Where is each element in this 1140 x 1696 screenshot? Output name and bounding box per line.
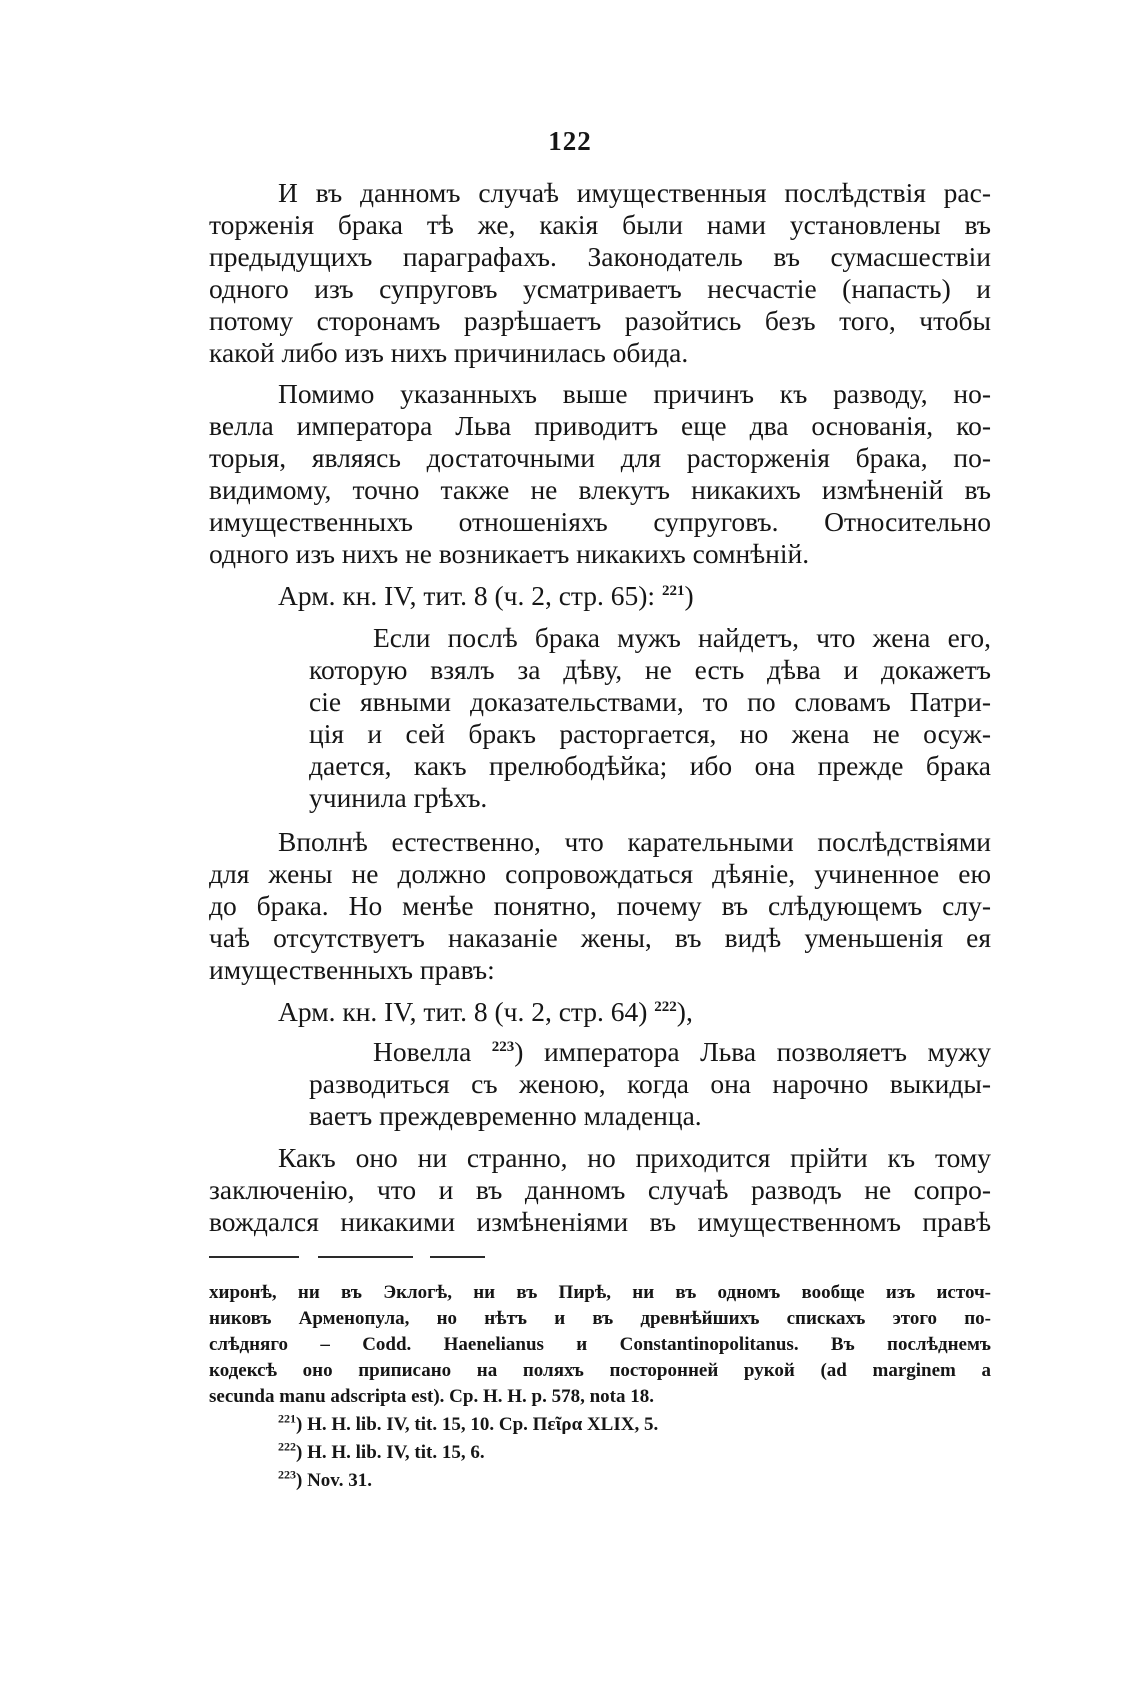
text-line: потому сторонамъ разрѣшаетъ разойтись безъ того, чтобы: [209, 305, 991, 336]
quote-line: ція и сей бракъ расторгается, но жена не осуж-: [309, 718, 991, 749]
footnote-rule: [318, 1256, 413, 1258]
quote-line: Новелла $^{223}$) императора Льва позволяетъ мужу: [373, 1036, 991, 1067]
quote-line: Если послѣ брака мужъ найдетъ, что жена его,: [373, 622, 991, 653]
footnote-223: $^{223}$) Nov. 31.: [278, 1467, 372, 1491]
text-line: Какъ оно ни странно, но приходится прійти къ тому: [278, 1142, 991, 1173]
text-line: видимому, точно также не влекутъ никакихъ измѣненій въ: [209, 474, 991, 505]
text-line: И въ данномъ случаѣ имущественныя послѣдствія рас-: [278, 177, 991, 208]
text-line: чаѣ отсутствуетъ наказаніе жены, въ видѣ уменьшенія ея: [209, 922, 991, 953]
footnote-rule: [209, 1256, 299, 1258]
quote-line: сіе явными доказательствами, то по словамъ Патри-: [309, 686, 991, 717]
text-line: торженія брака тѣ же, какія были нами установлены въ: [209, 209, 991, 240]
text-line: одного изъ супруговъ усматриваетъ несчастіе (напасть) и: [209, 273, 991, 304]
footnote-ref: 223: [491, 1038, 515, 1055]
footnote-line: кодексѣ оно приписано на поляхъ посторонней рукой (ad marginem a: [209, 1360, 991, 1381]
text-line: какой либо изъ нихъ причинилась обида.: [209, 337, 689, 368]
text-line: торыя, являясь достаточными для расторженія брака, по-: [209, 442, 991, 473]
footnote-line: никовъ Арменопула, но нѣтъ и въ древнѣйшихъ спискахъ этого по-: [209, 1308, 991, 1329]
citation-line: Арм. кн. IV, тит. 8 (ч. 2, стр. 65): $^{221}$): [278, 580, 694, 611]
text-line: до брака. Но менѣе понятно, почему въ слѣдующемъ слу-: [209, 890, 991, 921]
footnote-221: $^{221}$) H. H. lib. IV, tit. 15, 10. Cp. Πεῖρα XLIX, 5.: [278, 1411, 659, 1435]
footnote-rule: [430, 1256, 485, 1258]
text-line: Вполнѣ естественно, что карательными послѣдствіями: [278, 826, 991, 857]
footnote-222: $^{222}$) H. H. lib. IV, tit. 15, 6.: [278, 1439, 485, 1463]
text-line: предыдущихъ параграфахъ. Законодатель въ сумасшествіи: [209, 241, 991, 272]
text-line: одного изъ нихъ не возникаетъ никакихъ сомнѣній.: [209, 538, 810, 569]
quote-line: разводиться съ женою, когда она нарочно выкиды-: [309, 1068, 991, 1099]
quote-line: учинила грѣхъ.: [309, 782, 488, 813]
text-line: велла императора Льва приводитъ еще два основанія, ко-: [209, 410, 991, 441]
text-line: вождался никакими измѣненіями въ имущественномъ правѣ: [209, 1206, 991, 1237]
page-number: 122: [548, 126, 592, 156]
quote-line: дается, какъ прелюбодѣйка; ибо она прежде брака: [309, 750, 991, 781]
text-line: имущественныхъ отношеніяхъ супруговъ. Относительно: [209, 506, 991, 537]
text-line: Помимо указанныхъ выше причинъ къ разводу, но-: [278, 378, 991, 409]
footnote-line: слѣдняго – Codd. Haenelianus и Constantinopolitanus. Въ послѣднемъ: [209, 1334, 991, 1355]
quote-line: ваетъ преждевременно младенца.: [309, 1100, 702, 1131]
footnote-ref: 222: [654, 998, 677, 1015]
citation-line: Арм. кн. IV, тит. 8 (ч. 2, стр. 64) $^{222}$),: [278, 996, 693, 1027]
quote-line: которую взялъ за дѣву, не есть дѣва и докажетъ: [309, 654, 991, 685]
text-line: для жены не должно сопровождаться дѣяніе, учиненное ею: [209, 858, 991, 889]
text-line: имущественныхъ правъ:: [209, 954, 495, 985]
text-line: заключенію, что и въ данномъ случаѣ разводъ не сопро-: [209, 1174, 991, 1205]
footnote-line: хиронѣ, ни въ Эклогѣ, ни въ Пирѣ, ни въ одномъ вообще изъ источ-: [209, 1282, 991, 1303]
footnote-ref: 221: [661, 582, 685, 599]
footnote-line: secunda manu adscripta est). Cp. H. H. p. 578, nota 18.: [209, 1386, 654, 1407]
